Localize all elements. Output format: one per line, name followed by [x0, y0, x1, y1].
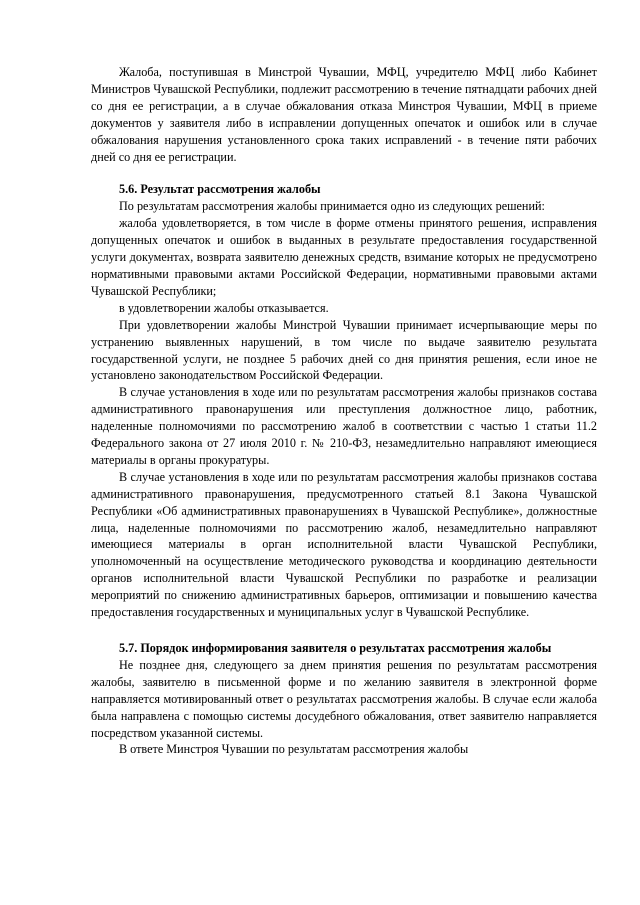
paragraph-administrative-offense: В случае установления в ходе или по результатам рассмотрения жалобы признаков состава административного правонарушения, предусмотренного статьей 8.1 Закона Чувашской Республики «Об административных правонарушениях в Чувашской Республике», должностные лица, наделенные полномочиями по рассмотрению жалоб, незамедлительно направляют имеющиеся материалы в орган исполнительной власти Чувашской Республики, уполномоченный на осуществление методического руководства и координацию деятельности органов исполнительной власти Чувашской Республики по разработке и реализации мероприятий по снижению административных барьеров, оптимизации и повышению качества предоставления государственных и муниципальных услуг в Чувашской Республике. — [91, 469, 597, 620]
paragraph-complaint-refused: в удовлетворении жалобы отказывается. — [119, 300, 329, 315]
paragraph-remedy-measures: При удовлетворении жалобы Минстрой Чувашии принимает исчерпывающие меры по устранению выявленных нарушений, в том числе по выдаче заявителю результата государственной услуги, не позднее 5 рабочих дней со дня принятия решения, если иное не установлено законодательством Российской Федерации. — [91, 317, 597, 383]
spacer — [91, 165, 597, 181]
paragraph-response-deadline: Не позднее дня, следующего за днем принятия решения по результатам рассмотрения жалобы, заявителю в письменной форме и по желанию заявителя в электронной форме направляется мотивированный ответ о результатах рассмотрения жалобы. В случае если жалоба была направлена с помощью системы досудебного обжалования, ответ заявителю направляется посредством указанной системы. — [91, 657, 597, 740]
paragraph-prosecution-referral: В случае установления в ходе или по результатам рассмотрения жалобы признаков состава административного правонарушения или преступления должностное лицо, работник, наделенные полномочиями по рассмотрению жалоб в соответствии с частью 1 статьи 11.2 Федерального закона от 27 июля 2010 г. № 210-ФЗ, незамедлительно направляют имеющиеся материалы в органы прокуратуры. — [91, 385, 597, 467]
paragraph-response-content: В ответе Минстроя Чувашии по результатам рассмотрения жалобы — [119, 742, 469, 757]
paragraph-complaint-deadline: Жалоба, поступившая в Минстрой Чувашии, МФЦ, учредителю МФЦ либо Кабинет Министров Чувашской Республики, подлежит рассмотрению в течение пятнадцати рабочих дней со дня ее регистрации, а в случае обжалования отказа Минстроя Чувашии, МФЦ в приеме документов у заявителя либо в исправлении допущенных опечаток и ошибок или в случае обжалования нарушения установленного срока таких исправлений - в течение пяти рабочих дней со дня ее регистрации. — [91, 65, 597, 164]
section-heading-5-6: 5.6. Результат рассмотрения жалобы — [119, 182, 321, 197]
section-heading-5-7: 5.7. Порядок информирования заявителя о результатах рассмотрения жалобы — [119, 641, 552, 655]
paragraph-complaint-satisfied: жалоба удовлетворяется, в том числе в форме отмены принятого решения, исправления допущенных опечаток и ошибок в выданных в результате предоставления государственной услуги документах, возврата заявителю денежных средств, взимание которых не предусмотрено нормативными правовыми актами Российской Федерации, нормативными правовыми актами Чувашской Республики; — [91, 216, 597, 298]
paragraph-decision-options: По результатам рассмотрения жалобы принимается одно из следующих решений: — [119, 199, 545, 214]
spacer — [91, 621, 597, 640]
